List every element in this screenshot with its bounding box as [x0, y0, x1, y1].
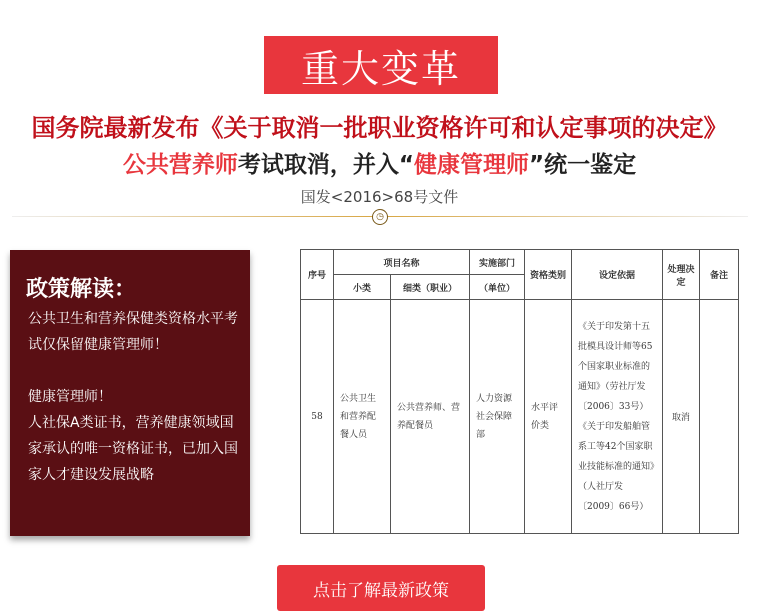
table-row: [301, 300, 739, 534]
cell-decision: 取消: [663, 300, 700, 534]
header-subcategory: 细类（职业）: [391, 275, 470, 300]
subline: [0, 146, 759, 179]
cell-qualification: 水平评价类: [525, 300, 572, 534]
header-department-unit: （单位）: [470, 275, 525, 300]
banner-title: 重大变革: [264, 36, 498, 94]
reference-table: [300, 249, 739, 534]
subline-quote-open: “: [398, 152, 414, 178]
policy-text: [28, 306, 246, 488]
header-project-name: 项目名称: [334, 250, 470, 275]
subline-accent-quote: 健康管理师: [414, 152, 529, 178]
header-decision: 处理决定: [663, 250, 700, 300]
policy-paragraph-2-line-1: 健康管理师！: [28, 389, 112, 405]
policy-title: 政策解读：: [26, 277, 137, 302]
cell-subcategory: 公共营养师、营养配餐员: [391, 300, 470, 534]
header-basis: 设定依据: [572, 250, 663, 300]
subline-middle: 考试取消，并入: [237, 152, 399, 178]
policy-paragraph-1: 公共卫生和营养保健类资格水平考试仅保留健康管理师！: [28, 311, 238, 353]
header-qualification: 资格类别: [525, 250, 572, 300]
cell-seq: 58: [301, 300, 334, 534]
cell-remarks: [700, 300, 739, 534]
subline-quote-close: ”: [529, 152, 545, 178]
header-remarks: 备注: [700, 250, 739, 300]
learn-policy-button[interactable]: 点击了解最新政策: [277, 565, 485, 611]
cell-basis: 《关于印发第十五批模具设计师等65个国家职业标准的通知》（劳社厅发〔2006〕33号）《关于印发船舶管系工等42个国家职业技能标准的通知》（人社厅发〔2009〕66号）: [572, 300, 663, 534]
header-seq: 序号: [301, 250, 334, 300]
header-category: 小类: [334, 275, 391, 300]
clock-icon: ◷: [372, 209, 388, 225]
headline: 国务院最新发布《关于取消一批职业资格许可和认定事项的决定》: [31, 114, 728, 142]
policy-panel: [10, 250, 250, 536]
subline-accent-prefix: 公共营养师: [122, 152, 238, 178]
policy-paragraph-2-line-2: 人社保A类证书，营养健康领域国家承认的唯一资格证书，已加入国家人才建设发展战略: [28, 415, 238, 483]
header-department: 实施部门: [470, 250, 525, 275]
cell-category: 公共卫生和营养配餐人员: [334, 300, 391, 534]
cell-department: 人力资源社会保障部: [470, 300, 525, 534]
subline-suffix: 统一鉴定: [544, 152, 637, 178]
doc-number: 国发<2016>68号文件: [300, 188, 459, 206]
